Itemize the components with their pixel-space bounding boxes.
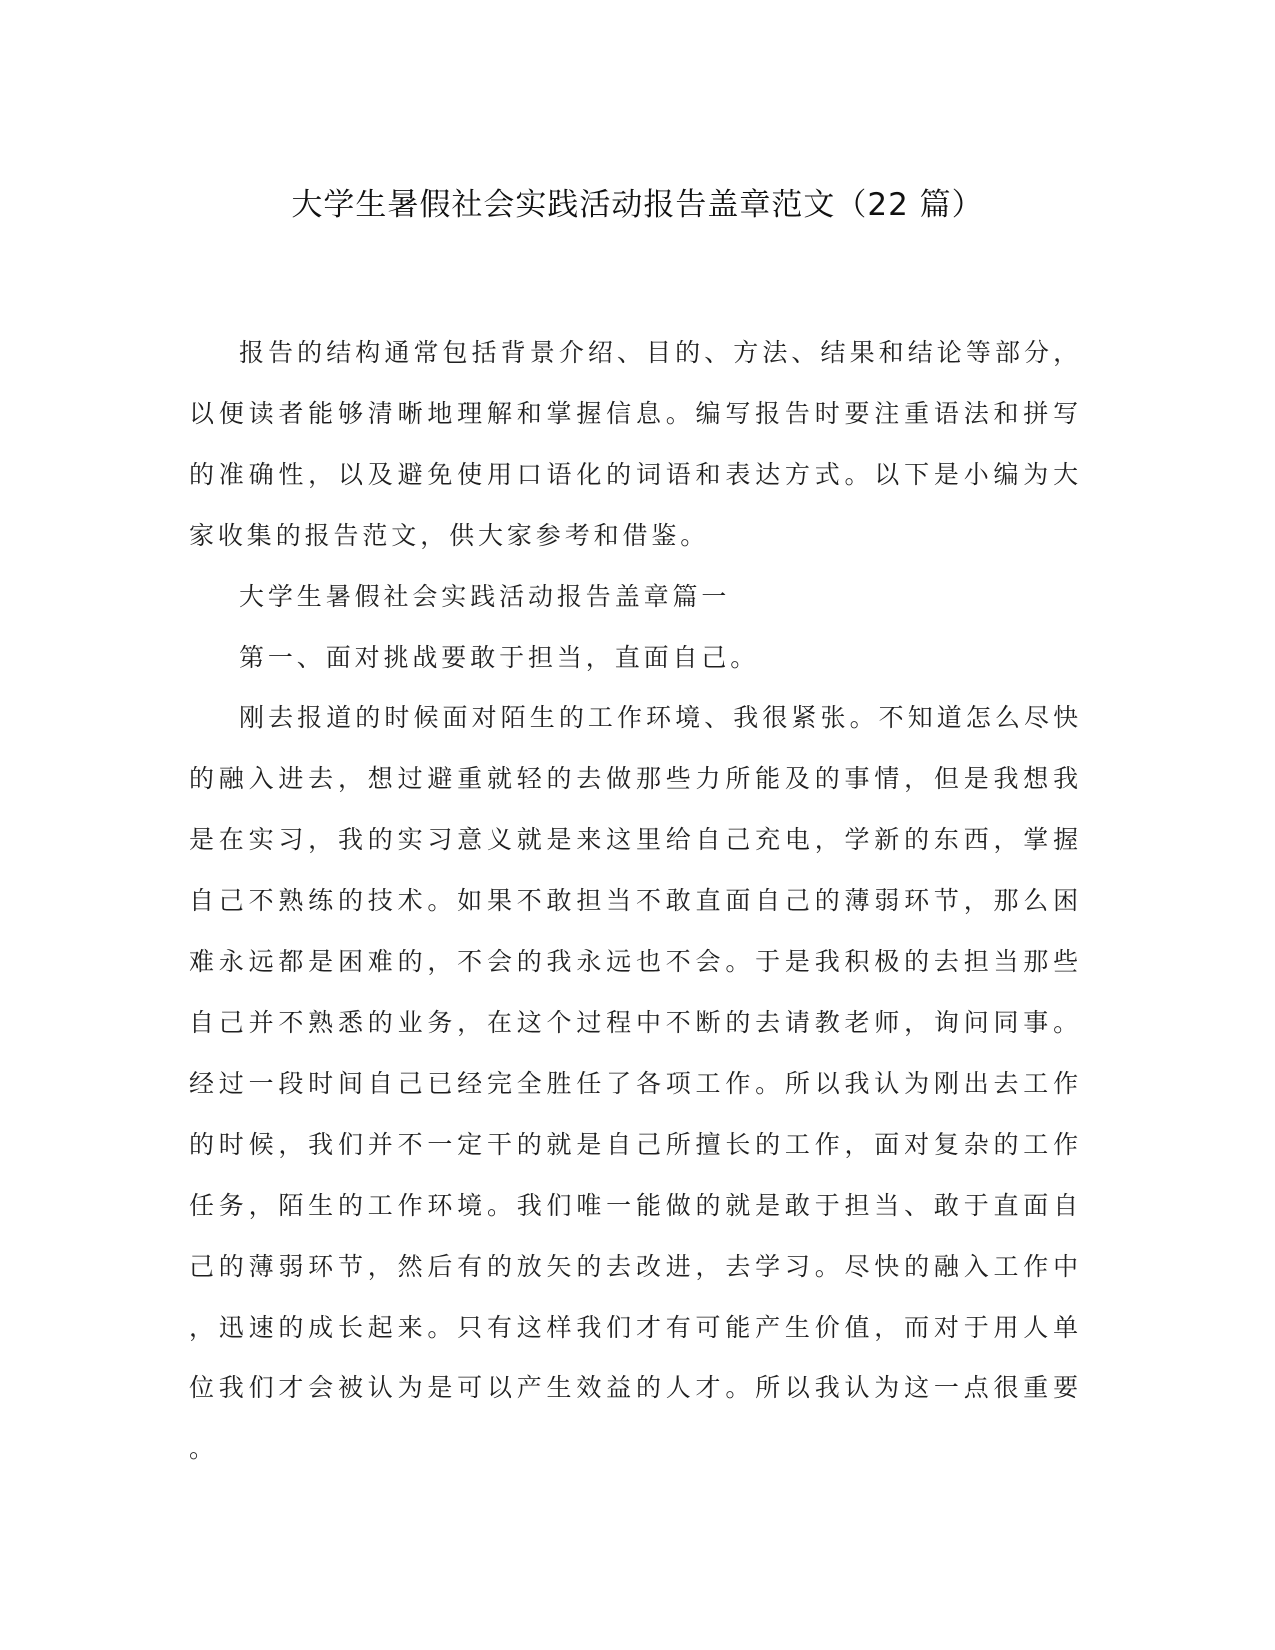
document-body	[189, 323, 1082, 1480]
intro-paragraph: 报告的结构通常包括背景介绍、目的、方法、结果和结论等部分，以便读者能够清晰地理解和掌握信息。编写报告时要注重语法和拼写的准确性，以及避免使用口语化的词语和表达方式。以下是小编为大家收集的报告范文，供大家参考和借鉴。	[189, 338, 1082, 550]
body-paragraph: 刚去报道的时候面对陌生的工作环境、我很紧张。不知道怎么尽快的融入进去，想过避重就轻的去做那些力所能及的事情，但是我想我是在实习，我的实习意义就是来这里给自己充电，学新的东西，掌握自己不熟练的技术。如果不敢担当不敢直面自己的薄弱环节，那么困难永远都是困难的，不会的我永远也不会。于是我积极的去担当那些自己并不熟悉的业务，在这个过程中不断的去请教老师，询问同事。经过一段时间自己已经完全胜任了各项工作。所以我认为刚出去工作的时候，我们并不一定干的就是自己所擅长的工作，面对复杂的工作任务，陌生的工作环境。我们唯一能做的就是敢于担当、敢于直面自己的薄弱环节，然后有的放矢的去改进，去学习。尽快的融入工作中，迅速的成长起来。只有这样我们才有可能产生价值，而对于用人单位我们才会被认为是可以产生效益的人才。所以我认为这一点很重要。	[189, 703, 1082, 1464]
section-heading: 大学生暑假社会实践活动报告盖章篇一	[239, 581, 731, 611]
document-title: 大学生暑假社会实践活动报告盖章范文（22 篇）	[291, 187, 984, 223]
subsection-heading: 第一、面对挑战要敢于担当，直面自己。	[239, 642, 760, 672]
